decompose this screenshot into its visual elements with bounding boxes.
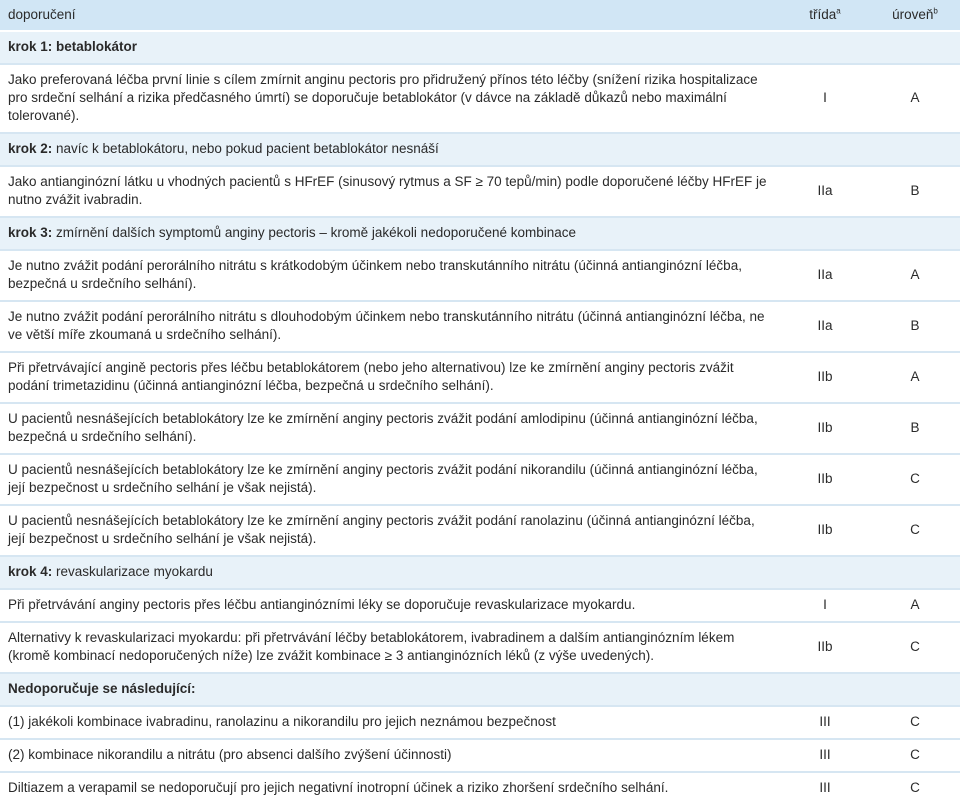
recommendation-row — [0, 622, 960, 673]
class-cell: III — [780, 739, 870, 772]
recommendation-row — [0, 739, 960, 772]
class-cell: III — [780, 706, 870, 739]
section-row — [0, 31, 960, 64]
header-class: třída$^a$ — [780, 0, 870, 31]
level-cell: C — [870, 739, 960, 772]
level-cell: A — [870, 352, 960, 403]
recommendation-text: Je nutno zvážit podání perorálního nitrátu s krátkodobým účinkem nebo transkutánního nitrátu (účinná antianginózní léčba, bezpečná u srdečního selhání). — [0, 250, 780, 301]
recommendation-row — [0, 301, 960, 352]
class-cell: IIa — [780, 301, 870, 352]
recommendation-text: Jako antianginózní látku u vhodných pacientů s HFrEF (sinusový rytmus a SF ≥ 70 tepů/min) podle doporučené léčby HFrEF je nutno zvážit ivabradin. — [0, 166, 780, 217]
recommendation-text: (2) kombinace nikorandilu a nitrátu (pro absenci dalšího zvýšení účinnosti) — [0, 739, 780, 772]
table-header-row — [0, 0, 960, 31]
recommendation-text: U pacientů nesnášejících betablokátory lze ke zmírnění anginy pectoris zvážit podání ranolazinu (účinná antianginózní léčba, její bezpečnost u srdečního selhání je však nejistá). — [0, 505, 780, 556]
section-heading: Nedoporučuje se následující: — [0, 673, 960, 706]
level-cell: B — [870, 403, 960, 454]
level-cell: A — [870, 589, 960, 622]
recommendation-text: Diltiazem a verapamil se nedoporučují pro jejich negativní inotropní účinek a riziko zhoršení srdečního selhání. — [0, 772, 780, 804]
recommendation-text: Alternativy k revaskularizaci myokardu: při přetrvávání léčby betablokátorem, ivabradinem a dalším antianginózním lékem (kromě kombinací nedoporučených níže) lze zvážit kombinace ≥ 3 antianginózních léků (z výše uvedených). — [0, 622, 780, 673]
recommendation-text: Při přetrvávání anginy pectoris přes léčbu antianginózními léky se doporučuje revaskularizace myokardu. — [0, 589, 780, 622]
section-row — [0, 217, 960, 250]
class-cell: IIb — [780, 505, 870, 556]
class-cell: IIa — [780, 166, 870, 217]
header-recommendation: doporučení — [0, 0, 780, 31]
section-heading: krok 3: zmírnění dalších symptomů anginy pectoris – kromě jakékoli nedoporučené kombinace — [0, 217, 960, 250]
level-cell: C — [870, 505, 960, 556]
recommendation-row — [0, 772, 960, 804]
class-cell: IIa — [780, 250, 870, 301]
section-row — [0, 673, 960, 706]
recommendation-row — [0, 64, 960, 133]
recommendation-row — [0, 250, 960, 301]
recommendation-text: U pacientů nesnášejících betablokátory lze ke zmírnění anginy pectoris zvážit podání amlodipinu (účinná antianginózní léčba, bezpečná u srdečního selhání). — [0, 403, 780, 454]
recommendation-row — [0, 403, 960, 454]
recommendation-text: Při přetrvávající angině pectoris přes léčbu betablokátorem (nebo jeho alternativou) lze ke zmírnění anginy pectoris zvážit podání trimetazidinu (účinná antianginózní léčba, bezpečná u srdečního selhání). — [0, 352, 780, 403]
recommendation-row — [0, 352, 960, 403]
recommendation-row — [0, 589, 960, 622]
class-cell: III — [780, 772, 870, 804]
level-cell: C — [870, 706, 960, 739]
section-heading: krok 2: navíc k betablokátoru, nebo pokud pacient betablokátor nesnáší — [0, 133, 960, 166]
level-cell: C — [870, 622, 960, 673]
level-cell: B — [870, 166, 960, 217]
recommendation-row — [0, 166, 960, 217]
section-row — [0, 556, 960, 589]
level-cell: A — [870, 250, 960, 301]
header-level: úroveň$^b$ — [870, 0, 960, 31]
level-cell: C — [870, 772, 960, 804]
recommendation-row — [0, 706, 960, 739]
recommendation-row — [0, 454, 960, 505]
recommendation-row — [0, 505, 960, 556]
level-cell: A — [870, 64, 960, 133]
level-cell: C — [870, 454, 960, 505]
class-cell: IIb — [780, 454, 870, 505]
class-cell: IIb — [780, 352, 870, 403]
recommendation-text: Je nutno zvážit podání perorálního nitrátu s dlouhodobým účinkem nebo transkutánního nitrátu (účinná antianginózní léčba, ne ve větší míře zkoumaná u srdečního selhání). — [0, 301, 780, 352]
class-cell: I — [780, 589, 870, 622]
recommendation-text: (1) jakékoli kombinace ivabradinu, ranolazinu a nikorandilu pro jejich neznámou bezpečnost — [0, 706, 780, 739]
class-cell: IIb — [780, 403, 870, 454]
section-row — [0, 133, 960, 166]
class-cell: IIb — [780, 622, 870, 673]
section-heading: krok 1: betablokátor — [0, 31, 960, 64]
recommendation-text: U pacientů nesnášejících betablokátory lze ke zmírnění anginy pectoris zvážit podání nikorandilu (účinná antianginózní léčba, její bezpečnost u srdečního selhání je však nejistá). — [0, 454, 780, 505]
level-cell: B — [870, 301, 960, 352]
recommendation-text: Jako preferovaná léčba první linie s cílem zmírnit anginu pectoris pro přidružený přínos této léčby (snížení rizika hospitalizace pro srdeční selhání a rizika předčasného úmrtí) se doporučuje betablokátor (v dávce na základě důkazů nebo maximální tolerované). — [0, 64, 780, 133]
class-cell: I — [780, 64, 870, 133]
section-heading: krok 4: revaskularizace myokardu — [0, 556, 960, 589]
